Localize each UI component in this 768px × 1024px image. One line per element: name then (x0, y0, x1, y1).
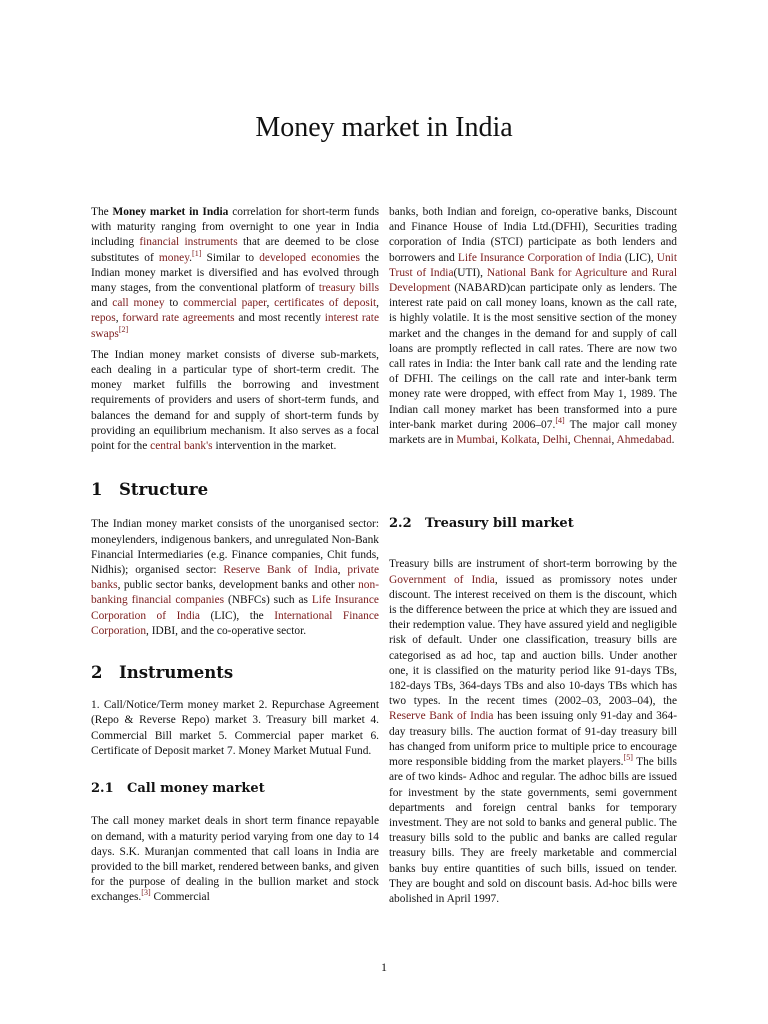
page-title: Money market in India (255, 112, 513, 143)
inline-link[interactable]: interest rate swaps (91, 312, 379, 340)
text-run: to (164, 297, 184, 310)
bold-term: Money market in India (112, 206, 229, 218)
inline-link[interactable]: Life Insurance Corporation of India (91, 594, 379, 622)
section-number: 2 (91, 663, 103, 683)
right-column (389, 205, 677, 913)
left-column (91, 205, 379, 912)
intro-paragraph-1 (91, 205, 379, 342)
text-run: , (337, 564, 348, 577)
text-run: has been issuing only 91-day and 364-day treasury bills. The auction format of 91-day treasury bill has changed from uniform price to multiple price to encourage more responsible bidding from the market players. (389, 710, 677, 769)
text-run: and (91, 297, 113, 310)
text-run: (UTI), (453, 266, 487, 279)
text-run: , (567, 434, 574, 447)
text-run: intervention in the market. (212, 440, 337, 453)
text-run: The major call money markets are in (389, 418, 678, 447)
call-money-paragraph (91, 814, 379, 905)
text-run: banks, both Indian and foreign, co-operative banks, Discount and Finance House of India Ltd.(DFHI), Securities trading corporation of India (STCI) participate as both lenders and borrowers and (389, 206, 677, 264)
inline-link[interactable]: International Finance Corporation (91, 609, 379, 637)
inline-link[interactable]: commercial paper (183, 297, 267, 310)
inline-link[interactable]: Life Insurance Corporation of India (457, 251, 622, 264)
inline-link[interactable]: Government of India (389, 573, 495, 586)
instruments-paragraph (91, 698, 379, 759)
text-run: The Indian money market consists of diverse sub-markets, each dealing in a particular type of short-term credit. The money market fulfills the borrowing and investment requirements of providers and users of short-term funds, and balances the demand for and supply of short-term funds by providing an equilibrium mechanism. It also serves as a focal point for the (91, 348, 379, 453)
text-run: The Indian money market consists of the unorganised sector: moneylenders, indigenous bankers, and unregulated Non-Bank Financial Intermediaries (e.g. Finance companies, Chit funds, Nidhis); organised sector: (91, 518, 379, 577)
subsection-heading-treasury-bill (389, 516, 677, 531)
inline-link[interactable]: Mumbai (456, 434, 495, 447)
text-run: The (91, 206, 113, 218)
text-run: , (376, 297, 380, 310)
subsection-number: 2.1 (91, 781, 114, 797)
page-number: 1 (381, 960, 387, 974)
inline-link[interactable]: Delhi (542, 434, 568, 447)
citation-link[interactable]: [5] (623, 753, 633, 763)
treasury-bill-paragraph (389, 557, 677, 907)
section-heading-instruments (91, 663, 379, 683)
text-run: , (115, 312, 123, 325)
inline-link[interactable]: Reserve Bank of India (389, 710, 494, 723)
inline-link[interactable]: treasury bills (318, 282, 380, 295)
inline-link[interactable]: Kolkata (500, 434, 537, 447)
text-run: (NBFCs) such as (224, 594, 312, 607)
text-run: , IDBI, and the co-operative sector. (146, 624, 307, 637)
citation-link[interactable]: [3] (141, 888, 151, 898)
text-run: The call money market deals in short term finance repayable on demand, with a maturity period varying from one day to 14 days. S.K. Muranjan commented that call loans in India are provided to the bill market, rendered between banks, and given for the purpose of dealing in the bullion market and stock exchanges. (91, 815, 379, 904)
inline-link[interactable]: non-banking financial companies (91, 579, 379, 607)
inline-link[interactable]: Unit Trust of India (389, 251, 678, 279)
inline-link[interactable]: Ahmedabad (616, 434, 672, 447)
inline-link[interactable]: National Bank for Agriculture and Rural Development (389, 266, 678, 295)
text-run: 1. Call/Notice/Term money market 2. Repurchase Agreement (Repo & Reverse Repo) market 3. Treasury bill market 4. Commercial Bill market 5. Commercial paper market 6. Certificate of Deposit market 7. Money Market Mutual Fund. (91, 699, 379, 757)
text-run: , public sector banks, development banks and other (117, 579, 359, 592)
text-run: correlation for short-term funds with maturity ranging from overnight to one year in India including (91, 206, 380, 249)
text-run: The bills are of two kinds- Adhoc and regular. The adhoc bills are issued for investment by the state governments, semi government departments and foreign central banks for temporary investment. They are not sold to banks and general public. The treasury bills sold to the public and banks are called regular treasury bills. They are freely marketable and commercial banks buy entire quantities of such bills, issued on tender. They are bought and sold on discount basis. Ad-hoc bills were abolished in April 1997. (389, 756, 677, 905)
section-heading-structure (91, 480, 379, 500)
text-run: (LIC), the (199, 609, 275, 622)
text-run: , issued as promissory notes under discount. The interest received on them is the discount, which is the difference between the price at which they are issued and their redemption value. They have assured yield and negligible risk of default. Under one classification, treasury bills are categorised as ad hoc, tap and auction bills. Under another one, it is classified on the maturity period like 91-days TBs, 182-days TBs, 364-days TBs and also 10-days TBs which has two types. In the recent times (2002–03, 2003–04), the (389, 573, 677, 708)
inline-link[interactable]: Reserve Bank of India (223, 564, 338, 577)
text-run: that are deemed to be close substitutes of (91, 236, 379, 264)
inline-link[interactable]: repos (91, 312, 116, 325)
section-number: 1 (91, 480, 103, 500)
text-run: Treasury bills are instrument of short-term borrowing by the (389, 558, 677, 571)
call-money-continued-paragraph (389, 205, 677, 448)
text-run: . (671, 434, 675, 447)
section-title: Structure (119, 480, 209, 500)
citation-link[interactable]: [2] (118, 324, 129, 334)
inline-link[interactable]: money (158, 251, 190, 264)
subsection-title: Treasury bill market (425, 516, 574, 532)
intro-paragraph-2 (91, 348, 379, 454)
inline-link[interactable]: central bank's (150, 440, 213, 453)
text-run: the Indian money market is diversified and has evolved through many stages, from the conventional platform of (91, 251, 379, 295)
subsection-title: Call money market (127, 781, 265, 797)
text-run: and most recently (234, 312, 325, 325)
text-run: , (494, 434, 501, 447)
text-run: , (266, 297, 275, 310)
text-run: . (189, 251, 193, 264)
citation-link[interactable]: [4] (555, 416, 565, 426)
structure-paragraph (91, 517, 379, 639)
subsection-number: 2.2 (389, 516, 412, 532)
text-run: (LIC), (621, 251, 657, 264)
inline-link[interactable]: private banks (91, 564, 380, 592)
section-title: Instruments (119, 663, 234, 683)
text-run: , (611, 434, 617, 447)
text-run: , (536, 434, 543, 447)
inline-link[interactable]: Chennai (573, 434, 612, 447)
inline-link[interactable]: certificates of deposit (274, 297, 377, 310)
inline-link[interactable]: call money (112, 297, 165, 310)
subsection-heading-call-money (91, 781, 379, 796)
text-run: Commercial (150, 891, 210, 904)
text-run: Similar to (201, 251, 260, 264)
inline-link[interactable]: financial instruments (139, 236, 238, 249)
text-run: (NABARD)can participate only as lenders. The interest rate paid on call money loans, known as the call rate, is highly volatile. It is the most sensitive section of the money market and the changes in the demand for and supply of call loans are promptly reflected in call rates. There are now two call rates in India: the Inter bank call rate and the lending rate of DFHI. The ceilings on the call rate and inter-bank term money rate were dropped, with effect from May 1, 1989. The Indian call money market has been transformed into a pure inter-bank market during 2006–07. (389, 282, 677, 431)
citation-link[interactable]: [1] (192, 248, 202, 258)
inline-link[interactable]: developed economies (259, 251, 360, 264)
inline-link[interactable]: forward rate agreements (122, 312, 235, 325)
